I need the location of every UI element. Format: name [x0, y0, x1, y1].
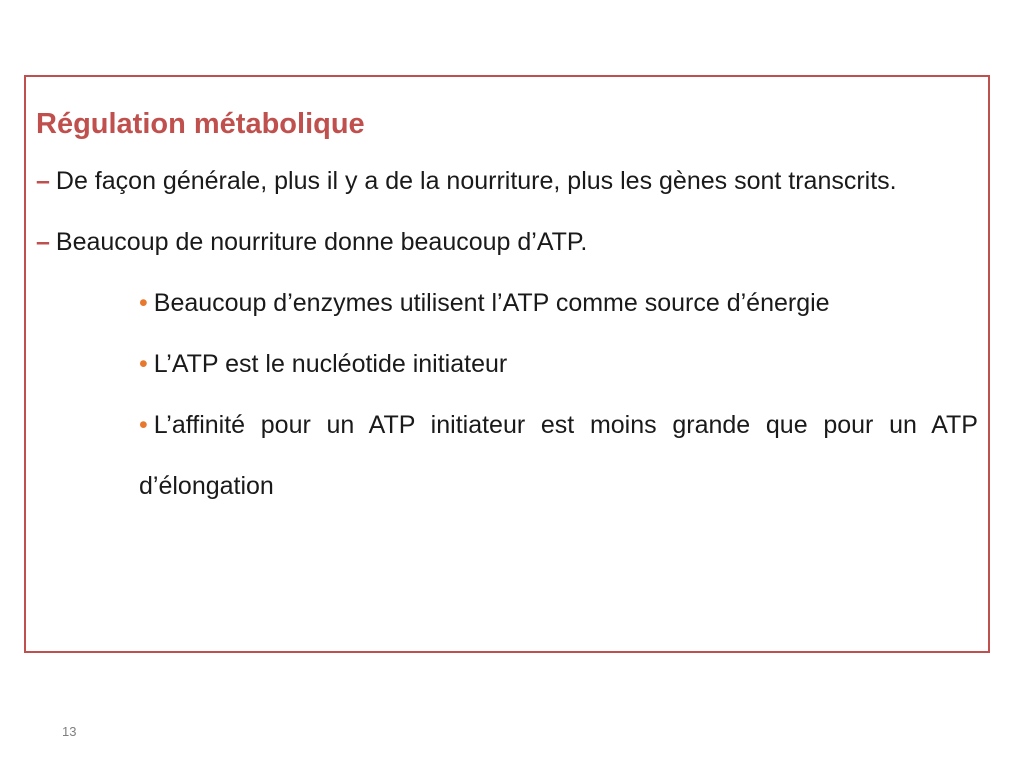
dash-marker: –: [36, 167, 50, 195]
bullet-icon: •: [139, 350, 148, 378]
content-box: [24, 75, 990, 653]
subpoint-3: [139, 395, 978, 517]
subpoint-text: L’ATP est le nucléotide initiateur: [153, 350, 508, 378]
subpoint-1: [139, 273, 978, 334]
point-text: De façon générale, plus il y a de la nourriture, plus les gènes sont transcrits.: [55, 167, 897, 195]
bullet-icon: •: [139, 411, 148, 439]
point-1: [36, 151, 978, 212]
dash-marker: –: [36, 228, 50, 256]
point-2: [36, 212, 978, 273]
page-number: 13: [62, 724, 77, 739]
slide-title: Régulation métabolique: [36, 108, 365, 140]
point-text: Beaucoup de nourriture donne beaucoup d’ATP.: [55, 228, 588, 256]
subpoint-2: [139, 334, 978, 395]
bullet-icon: •: [139, 289, 148, 317]
subpoint-text: L’affinité pour un ATP initiateur est moins grande que pour un ATP d’élongation: [139, 411, 978, 500]
subpoint-text: Beaucoup d’enzymes utilisent l’ATP comme source d’énergie: [153, 289, 830, 317]
